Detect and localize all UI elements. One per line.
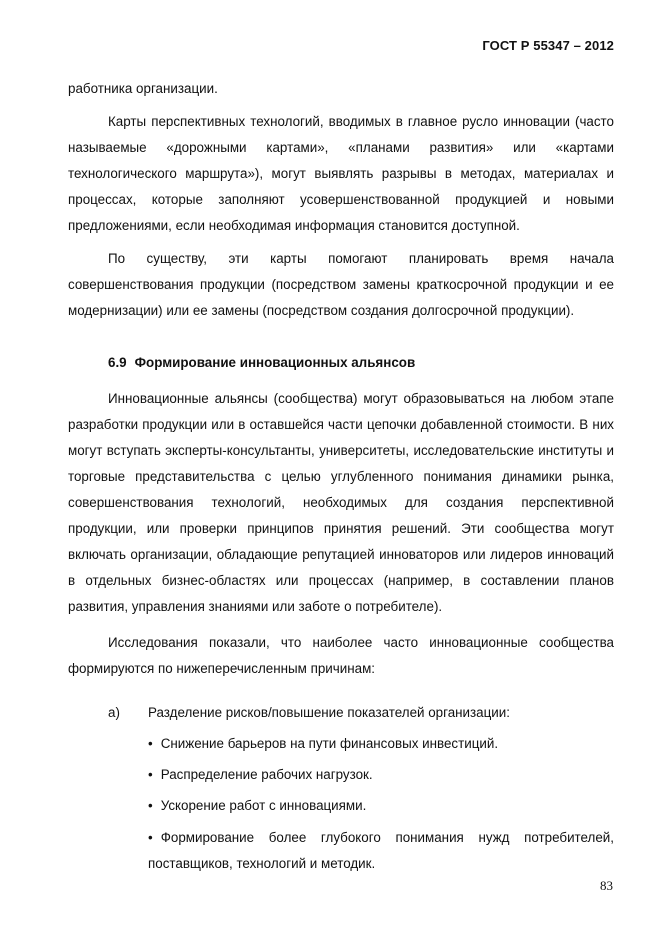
- continuation-line: работника организации.: [68, 81, 218, 96]
- bullet-icon: •: [148, 767, 153, 782]
- section-number: 6.9: [108, 355, 127, 370]
- paragraph-planning: По существу, эти карты помогают планировать время начала совершенствования продукции (посредством замены краткосрочной продукции и ее модернизации) или ее замены (посредством создания долгосрочной продукции).: [68, 251, 614, 318]
- bullet-item: [148, 825, 614, 877]
- bullet-icon: •: [148, 798, 153, 813]
- bullet-text: Снижение барьеров на пути финансовых инвестиций.: [160, 736, 499, 751]
- list-item-a-marker: а): [108, 705, 120, 720]
- bullet-item: [148, 793, 614, 819]
- paragraph-roadmaps: Карты перспективных технологий, вводимых в главное русло инновации (часто называемые «дорожными картами», «планами развития» или «картами технологического маршрута»), могут выявлять разрывы в методах, материалах и процессах, которые заполняют усовершенствованной продукцией и новыми предложениями, если необходимая информация становится доступной.: [68, 114, 614, 233]
- list-item-a: [108, 700, 510, 726]
- bullet-item: [148, 731, 614, 757]
- page-number: 83: [600, 878, 613, 893]
- standard-header: ГОСТ Р 55347 – 2012: [482, 38, 614, 53]
- paragraph-alliances: Инновационные альянсы (сообщества) могут образовываться на любом этапе разработки продукции или в оставшейся части цепочки добавленной стоимости. В них могут вступать эксперты-консультанты, университеты, исследовательские институты и торговые представительства с целью углубленного понимания динамики рынка, совершенствования технологий, необходимых для создания перспективной продукции, или проверки принципов принятия решений. Эти сообщества могут включать организации, обладающие репутацией инноваторов или лидеров инноваций в отдельных бизнес-областях или процессах (например, в составлении планов развития, управления знаниями или заботе о потребителе).: [68, 391, 614, 614]
- bullet-text: Ускорение работ с инновациями.: [160, 798, 367, 813]
- bullet-icon: •: [148, 736, 153, 751]
- section-title: Формирование инновационных альянсов: [134, 355, 416, 370]
- section-heading: [108, 355, 415, 370]
- list-item-a-text: Разделение рисков/повышение показателей организации:: [148, 705, 510, 720]
- paragraph-research: Исследования показали, что наиболее часто инновационные сообщества формируются по нижеперечисленным причинам:: [68, 635, 614, 676]
- bullet-icon: •: [148, 830, 153, 845]
- bullet-item: [148, 762, 614, 788]
- bullet-text: Формирование более глубокого понимания нужд потребителей, поставщиков, технологий и методик.: [148, 830, 614, 871]
- bullet-text: Распределение рабочих нагрузок.: [160, 767, 373, 782]
- body-text-section: [68, 386, 614, 682]
- body-text-top: [68, 76, 614, 324]
